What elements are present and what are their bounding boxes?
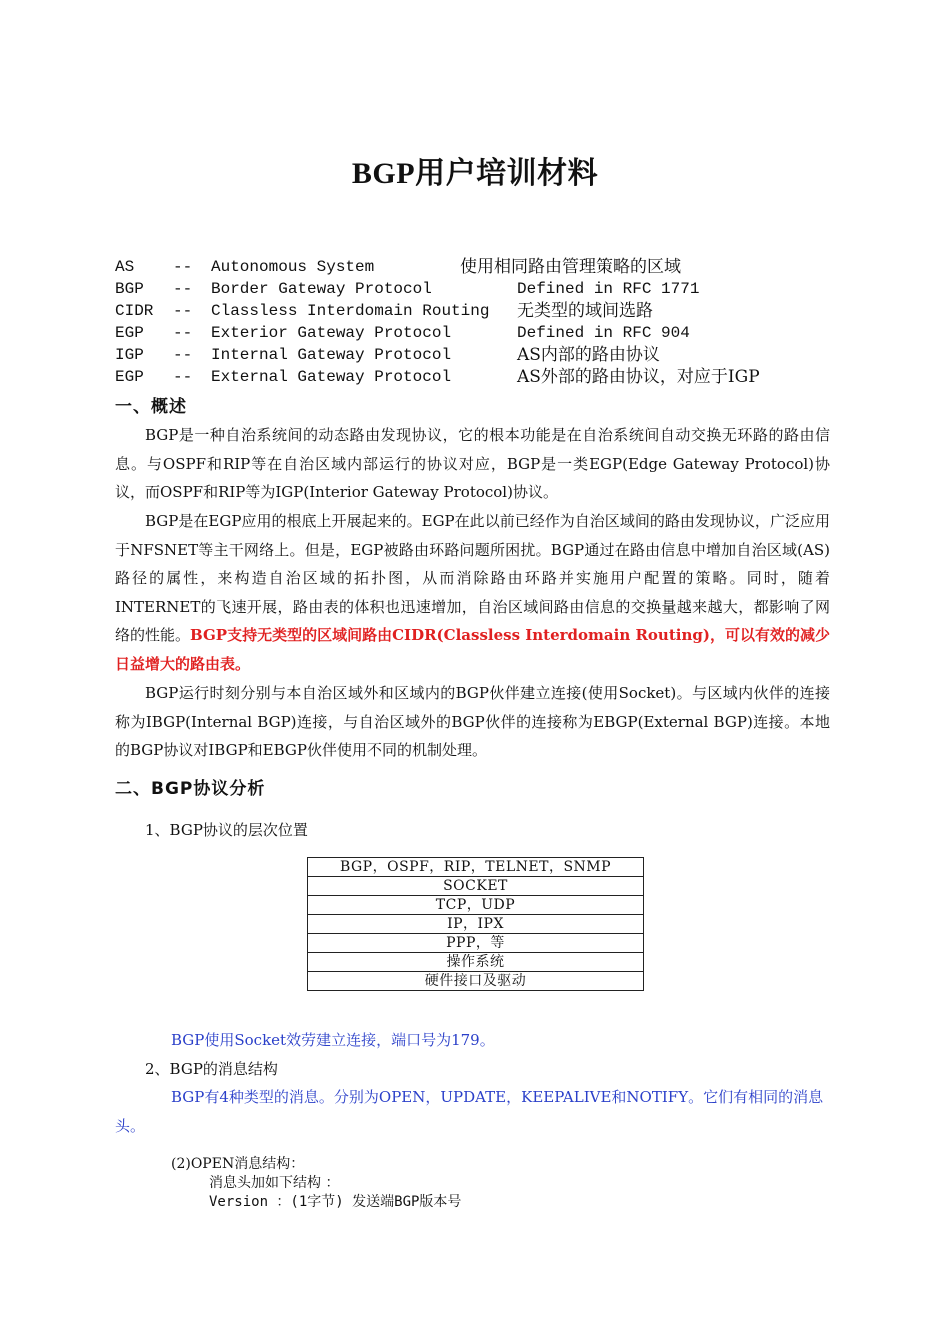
paragraph-text: BGP运行时刻分别与本自治区域外和区域内的BGP伙伴建立连接(使用Socket)。与区域内伙伴的连接称为IBGP(Internal BGP)连接，与自治区域外的BGP伙伴的连接称为EBGP(External BGP)连接。本地的BGP协议对IBGP和EBGP伙伴使用不同的机制处理。 <box>115 684 830 760</box>
section1-heading: 一、概述 <box>115 397 187 417</box>
stack-layer: 操作系统 <box>308 953 644 972</box>
open-message-title: (2)OPEN消息结构： <box>171 1156 305 1172</box>
abbr-full: Autonomous System <box>211 258 375 276</box>
abbr-sep: -- <box>173 302 193 320</box>
subsection-title: 2、BGP的消息结构 <box>145 1060 278 1078</box>
abbr-sep: -- <box>173 280 193 298</box>
paragraph-text: BGP是在EGP应用的根底上开展起来的。EGP在此以前已经作为自治区域间的路由发现协议，广泛应用于NFSNET等主干网络上。但是，EGP被路由环路问题所困扰。BGP通过在路由信息中增加自治区域(AS)路径的属性，来构造自治区域的拓扑图，从而消除路由环路并实施用户配置的策略。同时，随着INTERNET的飞速开展，路由表的体积也迅速增加，自治区域间路由信息的交换量越来越大，都影响了网络的性能。 <box>115 512 830 645</box>
stack-layer: 硬件接口及驱动 <box>308 972 644 991</box>
document-title: BGP用户培训材料 <box>351 157 599 190</box>
section1-paragraph-3 <box>115 679 830 765</box>
abbr-desc: 使用相同路由管理策略的区域 <box>460 257 681 277</box>
open-message-line: Version ：(1字节) 发送端BGP版本号 <box>209 1194 462 1210</box>
stack-layer: BGP，OSPF，RIP，TELNET，SNMP <box>308 858 644 877</box>
message-types-note <box>115 1083 830 1140</box>
section1-paragraph-2 <box>115 507 830 679</box>
section2-heading: 二、BGP协议分析 <box>115 779 266 799</box>
abbr-term: BGP <box>115 280 144 298</box>
abbr-full: Exterior Gateway Protocol <box>211 324 452 342</box>
abbreviation-row <box>115 344 835 366</box>
stack-layer: TCP，UDP <box>308 896 644 915</box>
abbr-full: External Gateway Protocol <box>211 368 452 386</box>
abbr-sep: -- <box>173 258 193 276</box>
abbr-term: CIDR <box>115 302 154 320</box>
abbr-desc: AS外部的路由协议，对应于IGP <box>517 367 760 387</box>
subsection-title: 1、BGP协议的层次位置 <box>145 821 308 839</box>
abbreviation-row <box>115 322 835 344</box>
stack-layer: SOCKET <box>308 877 644 896</box>
abbreviation-row <box>115 366 835 388</box>
abbr-term: EGP <box>115 324 144 342</box>
abbr-term: AS <box>115 258 135 276</box>
abbr-term: IGP <box>115 346 144 364</box>
abbr-desc: 无类型的域间选路 <box>517 301 653 321</box>
stack-layer: IP，IPX <box>308 915 644 934</box>
abbr-term: EGP <box>115 368 144 386</box>
abbr-desc: Defined in RFC 1771 <box>517 280 700 298</box>
abbr-sep: -- <box>173 368 193 386</box>
abbr-full: Internal Gateway Protocol <box>211 346 452 364</box>
abbr-desc: Defined in RFC 904 <box>517 324 690 342</box>
protocol-stack-table <box>307 857 644 991</box>
socket-note <box>115 1026 830 1055</box>
abbreviation-row <box>115 300 835 322</box>
abbr-sep: -- <box>173 346 193 364</box>
abbreviation-list <box>115 256 835 388</box>
open-message-line: 消息头加如下结构 ： <box>209 1175 340 1191</box>
abbr-sep: -- <box>173 324 193 342</box>
note-text: BGP有4种类型的消息。分别为OPEN，UPDATE，KEEPALIVE和NOTIFY。它们有相同的消息头。 <box>115 1088 824 1135</box>
section1-paragraph-1 <box>115 421 830 507</box>
note-text: BGP使用Socket效劳建立连接，端口号为179。 <box>171 1031 495 1049</box>
highlight-text: BGP支持无类型的区域间路由CIDR(Classless Interdomain Routing)，可以有效的减少日益增大的路由表。 <box>115 626 830 673</box>
stack-layer: PPP，等 <box>308 934 644 953</box>
abbr-full: Classless Interdomain Routing <box>211 302 490 320</box>
abbr-desc: AS内部的路由协议 <box>517 345 660 365</box>
abbreviation-row <box>115 278 835 300</box>
abbr-full: Border Gateway Protocol <box>211 280 432 298</box>
paragraph-text: BGP是一种自治系统间的动态路由发现协议，它的根本功能是在自治系统间自动交换无环路的路由信息。与OSPF和RIP等在自治区域内部运行的协议对应，BGP是一类EGP(Edge Gateway Protocol)协议，而OSPF和RIP等为IGP(Interior Gateway Protocol)协议。 <box>115 426 830 502</box>
abbreviation-row <box>115 256 835 278</box>
